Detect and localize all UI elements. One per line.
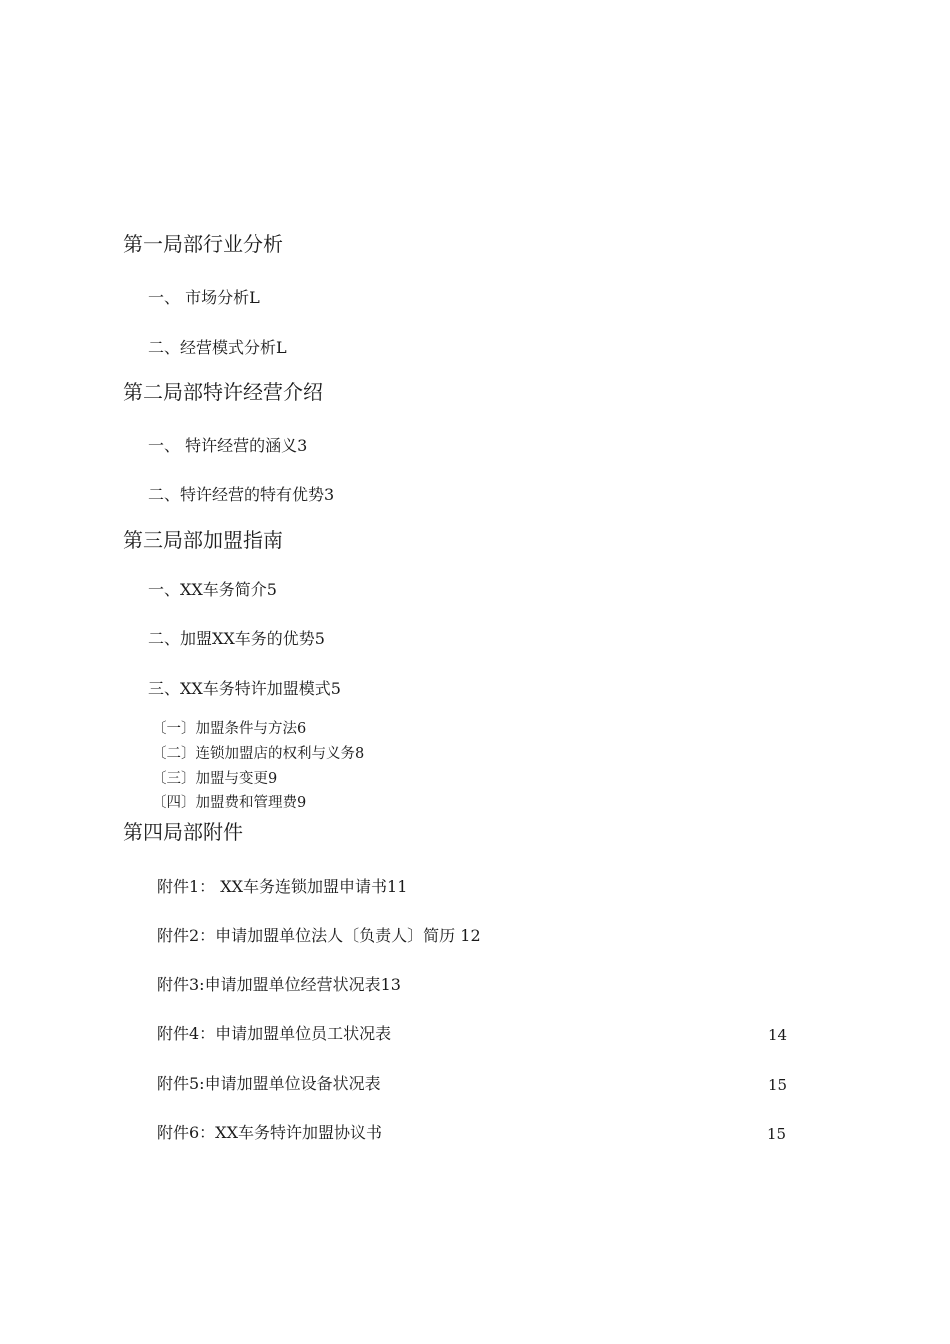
- toc-subitem: 〔四〕加盟费和管理费9: [152, 795, 307, 811]
- appendix-item: 附件1： XX车务连锁加盟申请书11: [157, 877, 408, 896]
- toc-item: 二、经营模式分析L: [148, 338, 287, 357]
- appendix-page-number: 15: [767, 1125, 787, 1143]
- part-1-title: 第一局部行业分析: [123, 232, 283, 256]
- part-2-title: 第二局部特许经营介绍: [123, 380, 323, 404]
- toc-item: 二、特许经营的特有优势3: [148, 485, 335, 504]
- toc-item: 一、 特许经营的涵义3: [148, 436, 308, 455]
- toc-item: 二、加盟XX车务的优势5: [148, 629, 325, 648]
- toc-subitem: 〔二〕连锁加盟店的权利与义务8: [152, 746, 365, 762]
- part-4-title: 第四局部附件: [123, 820, 243, 844]
- toc-item: 一、 市场分析L: [148, 288, 260, 307]
- appendix-item: 附件2：申请加盟单位法人〔负责人〕简历 12: [157, 926, 481, 945]
- appendix-item: 附件4：申请加盟单位员工状况表: [157, 1024, 392, 1043]
- appendix-item: 附件3:申请加盟单位经营状况表13: [157, 975, 401, 994]
- toc-subitem: 〔一〕加盟条件与方法6: [152, 721, 307, 737]
- appendix-item: 附件5:申请加盟单位设备状况表: [157, 1074, 381, 1093]
- appendix-item: 附件6：XX车务特许加盟协议书: [157, 1123, 382, 1142]
- toc-item: 三、XX车务特许加盟模式5: [148, 679, 341, 698]
- appendix-page-number: 14: [768, 1026, 788, 1044]
- part-3-title: 第三局部加盟指南: [123, 528, 283, 552]
- toc-subitem: 〔三〕加盟与变更9: [152, 771, 278, 787]
- toc-item: 一、XX车务简介5: [148, 580, 277, 599]
- appendix-page-number: 15: [768, 1076, 788, 1094]
